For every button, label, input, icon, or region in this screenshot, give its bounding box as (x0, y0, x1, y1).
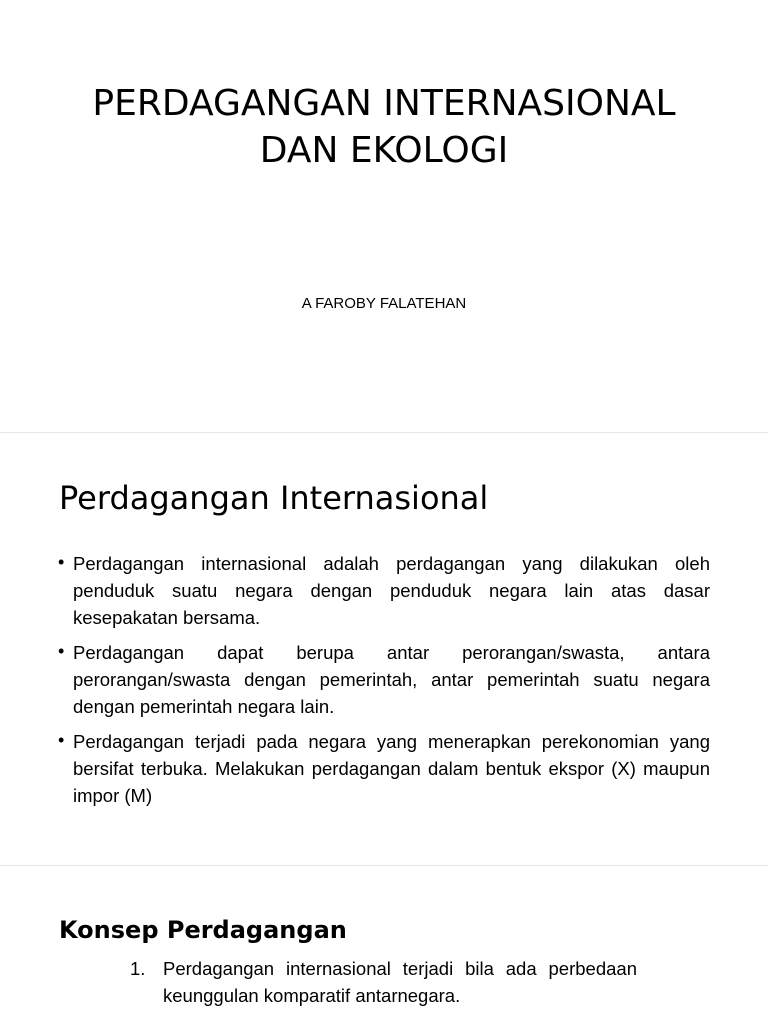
content-slide-konsep (0, 866, 768, 1024)
bullet-item (56, 639, 710, 720)
title-slide (0, 0, 768, 432)
slide-heading: Konsep Perdagangan (59, 916, 347, 944)
item-number: 1. (130, 958, 146, 979)
bullet-list (56, 550, 710, 817)
bullet-icon: • (58, 552, 65, 572)
bullet-item (56, 728, 710, 809)
item-text: Perdagangan internasional terjadi bila ada perbedaan keunggulan komparatif antarnegara. (163, 958, 637, 1006)
numbered-list (130, 955, 637, 1009)
slide-author: A FAROBY FALATEHAN (301, 295, 467, 312)
bullet-text: Perdagangan internasional adalah perdagangan yang dilakukan oleh penduduk suatu negara dengan penduduk negara lain atas dasar kesepakatan bersama. (73, 553, 710, 628)
bullet-icon: • (58, 730, 65, 750)
bullet-text: Perdagangan dapat berupa antar perorangan/swasta, antara perorangan/swasta dengan pemerintah, antar pemerintah suatu negara dengan pemerintah negara lain. (73, 642, 710, 717)
bullet-item (56, 550, 710, 631)
numbered-item (130, 955, 637, 1009)
bullet-text: Perdagangan terjadi pada negara yang menerapkan perekonomian yang bersifat terbuka. Melakukan perdagangan dalam bentuk ekspor (X) maupun impor (M) (73, 731, 710, 806)
slide-title: PERDAGANGAN INTERNASIONAL DAN EKOLOGI (92, 83, 676, 171)
bullet-icon: • (58, 641, 65, 661)
slide-heading: Perdagangan Internasional (59, 479, 489, 517)
content-slide-perdagangan (0, 433, 768, 865)
